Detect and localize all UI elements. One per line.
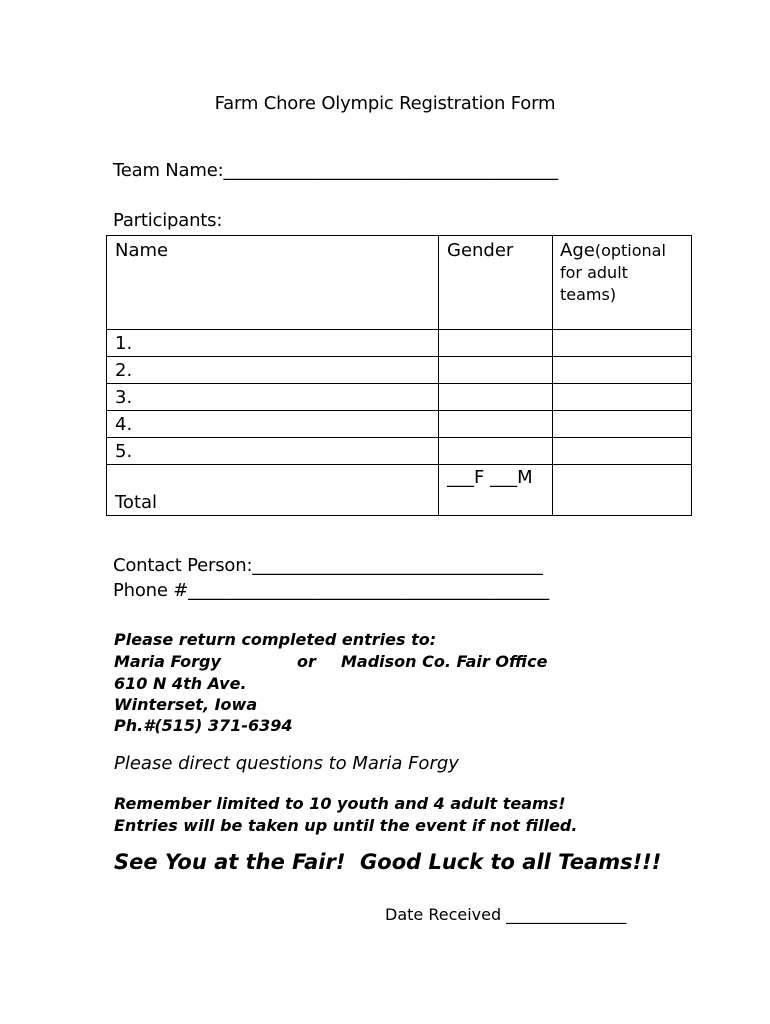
participant-age-cell[interactable] — [553, 438, 692, 465]
participant-gender-cell[interactable] — [439, 330, 553, 357]
form-title: Farm Chore Olympic Registration Form — [214, 93, 556, 114]
total-row — [107, 465, 692, 516]
return-city: Winterset, Iowa — [114, 695, 258, 714]
return-name: Maria Forgy — [114, 652, 221, 671]
return-phone: Ph.#(515) 371-6394 — [114, 716, 293, 735]
participant-name-cell[interactable] — [107, 357, 439, 384]
return-or: or — [297, 652, 316, 671]
participant-age-cell[interactable] — [553, 384, 692, 411]
header-age-note: teams) — [560, 285, 617, 304]
header-age-note: for adult — [560, 263, 628, 282]
participant-gender-cell[interactable] — [439, 438, 553, 465]
participant-name-cell[interactable] — [107, 384, 439, 411]
participant-name-cell[interactable] — [107, 438, 439, 465]
participant-name-cell[interactable] — [107, 330, 439, 357]
phone-field[interactable]: Phone #_________________________________________ — [113, 580, 549, 601]
header-age-note: (optional — [594, 241, 666, 260]
participant-name-cell[interactable] — [107, 411, 439, 438]
return-heading: Please return completed entries to: — [114, 630, 437, 649]
participant-age-cell[interactable] — [553, 357, 692, 384]
participant-gender-cell[interactable] — [439, 411, 553, 438]
reminder-teams: Remember limited to 10 youth and 4 adult teams! — [114, 794, 566, 813]
header-name: Name — [115, 240, 169, 261]
age-total-cell[interactable] — [553, 465, 692, 516]
participant-gender-cell[interactable] — [439, 357, 553, 384]
return-office: Madison Co. Fair Office — [341, 652, 548, 671]
gender-total-field[interactable]: ___F ___M — [447, 467, 533, 488]
header-gender: Gender — [447, 240, 514, 261]
table-row — [107, 411, 692, 438]
team-name-field[interactable]: Team Name:______________________________________ — [113, 160, 558, 181]
table-row — [107, 357, 692, 384]
header-age-cell — [553, 236, 692, 330]
reminder-entries: Entries will be taken up until the event if not filled. — [114, 816, 578, 835]
participants-table — [106, 235, 692, 516]
header-name-cell — [107, 236, 439, 330]
gender-total-cell[interactable] — [439, 465, 553, 516]
row-number: 5. — [115, 441, 133, 462]
row-number: 1. — [115, 333, 133, 354]
row-number: 4. — [115, 414, 133, 435]
date-received-field[interactable]: Date Received _______________ — [385, 905, 627, 924]
participant-gender-cell[interactable] — [439, 384, 553, 411]
row-number: 2. — [115, 360, 133, 381]
closing-message: See You at the Fair! Good Luck to all Teams!!! — [114, 850, 662, 874]
total-label: Total — [115, 492, 158, 513]
table-row — [107, 438, 692, 465]
table-row — [107, 330, 692, 357]
header-age: Age — [560, 240, 595, 261]
return-address: 610 N 4th Ave. — [114, 674, 247, 693]
contact-person-field[interactable]: Contact Person:_________________________________ — [113, 555, 543, 576]
participant-age-cell[interactable] — [553, 330, 692, 357]
row-number: 3. — [115, 387, 133, 408]
table-row — [107, 384, 692, 411]
table-header-row — [107, 236, 692, 330]
total-label-cell — [107, 465, 439, 516]
participants-label: Participants: — [113, 210, 223, 231]
participant-age-cell[interactable] — [553, 411, 692, 438]
header-gender-cell — [439, 236, 553, 330]
questions-note: Please direct questions to Maria Forgy — [114, 753, 459, 774]
